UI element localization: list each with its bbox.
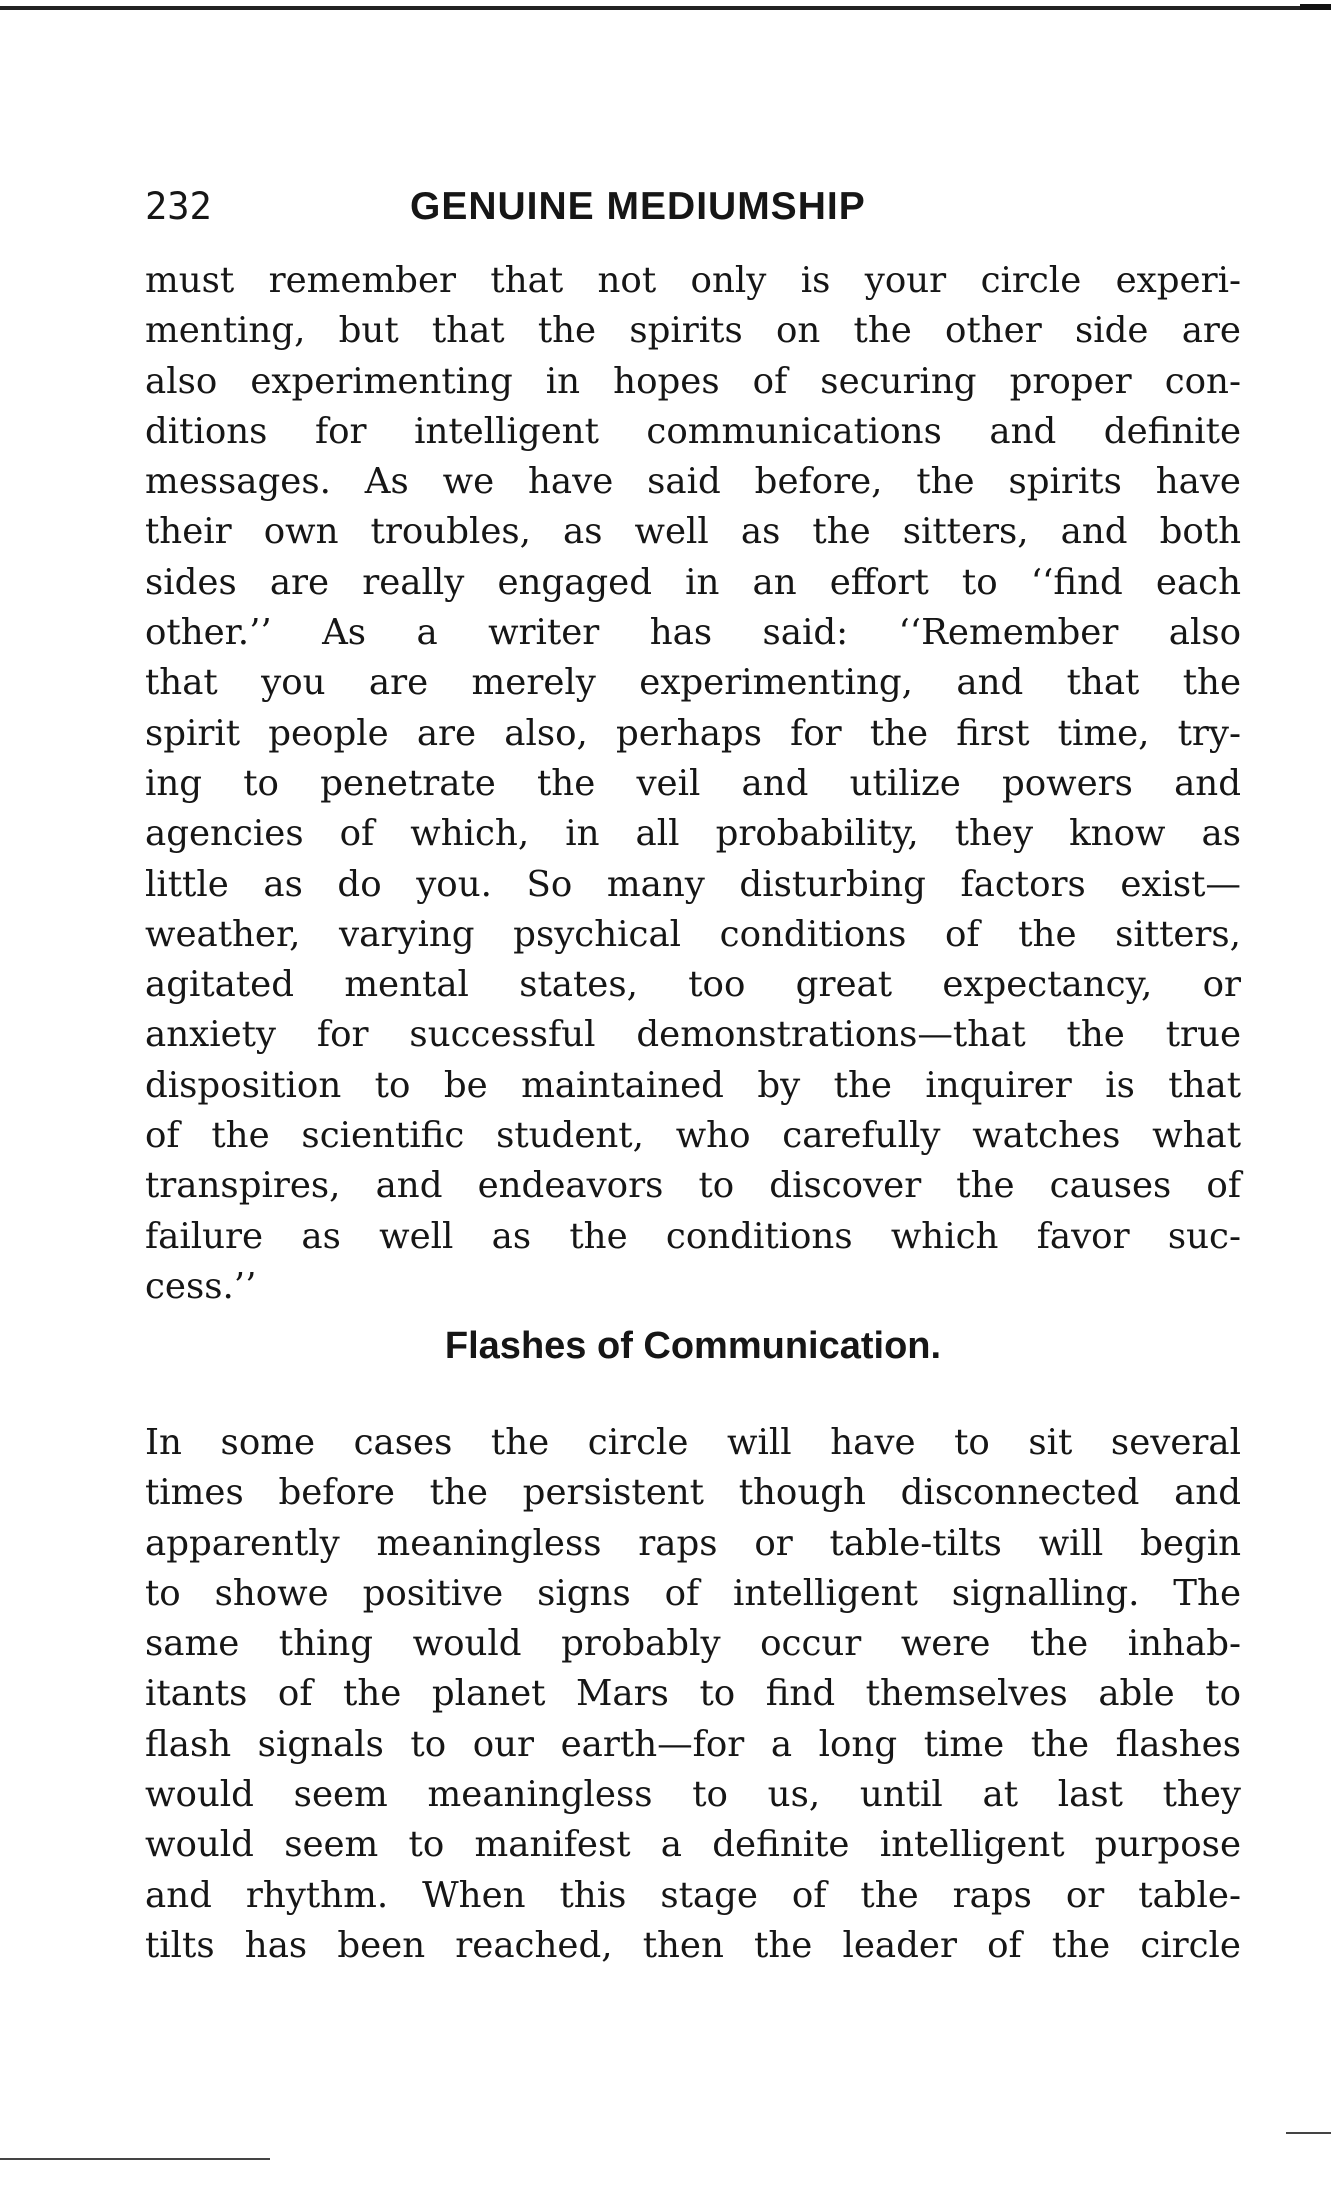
top-rule-edge (1300, 4, 1331, 10)
text-line: disposition to be maintained by the inquirer is that (145, 1064, 1241, 1106)
text-line: weather, varying psychical conditions of the sitters, (145, 913, 1241, 955)
text-line: must remember that not only is your circle experi- (145, 260, 1241, 301)
text-line: cess.’’ (145, 1265, 257, 1307)
paragraph-continuation (145, 256, 1241, 1312)
text-line: other.’’ As a writer has said: ‘‘Remember also (145, 612, 1241, 654)
text-line: ing to penetrate the veil and utilize powers and (145, 762, 1241, 804)
text-line: tilts has been reached, then the leader of the circle (145, 1924, 1241, 1966)
text-line: to showe positive signs of intelligent signalling. The (145, 1572, 1241, 1614)
text-line: same thing would probably occur were the inhab- (145, 1623, 1241, 1665)
text-line: spirit people are also, perhaps for the first time, try- (145, 712, 1241, 754)
section-heading: Flashes of Communication. (444, 1325, 942, 1367)
text-line: messages. As we have said before, the spirits have (145, 461, 1241, 503)
text-line: agencies of which, in all probability, they know as (145, 813, 1241, 855)
text-line: of the scientific student, who carefully watches what (145, 1115, 1241, 1157)
text-line: flash signals to our earth—for a long time the flashes (145, 1723, 1241, 1765)
page-header (145, 182, 1241, 232)
text-line: also experimenting in hopes of securing proper con- (145, 360, 1241, 402)
text-line: anxiety for successful demonstrations—that the true (145, 1014, 1241, 1056)
text-line: little as do you. So many disturbing factors exist— (145, 863, 1241, 905)
text-line: itants of the planet Mars to find themselves able to (145, 1673, 1241, 1715)
text-line: and rhythm. When this stage of the raps or table- (145, 1874, 1241, 1916)
text-line: ditions for intelligent communications and definite (145, 410, 1241, 452)
text-line: sides are really engaged in an effort to ‘‘find each (145, 561, 1241, 603)
text-line: times before the persistent though disconnected and (145, 1472, 1241, 1514)
page-number: 232 (145, 185, 212, 228)
bottom-rule-edge (1286, 2132, 1331, 2134)
paragraph-flashes (145, 1418, 1241, 1971)
top-rule (0, 6, 1314, 10)
bottom-rule (0, 2158, 270, 2160)
running-title: GENUINE MEDIUMSHIP (410, 185, 866, 228)
text-line: transpires, and endeavors to discover the causes of (145, 1165, 1241, 1207)
text-line: would seem meaningless to us, until at last they (145, 1774, 1241, 1816)
text-line: that you are merely experimenting, and that the (145, 662, 1241, 704)
text-line: menting, but that the spirits on the other side are (145, 310, 1241, 352)
text-line: their own troubles, as well as the sitters, and both (145, 511, 1241, 553)
text-line: In some cases the circle will have to sit several (145, 1422, 1241, 1463)
text-line: apparently meaningless raps or table-tilts will begin (145, 1522, 1241, 1564)
text-line: agitated mental states, too great expectancy, or (145, 964, 1241, 1006)
text-line: would seem to manifest a definite intelligent purpose (145, 1824, 1241, 1866)
text-line: failure as well as the conditions which favor suc- (145, 1215, 1241, 1257)
